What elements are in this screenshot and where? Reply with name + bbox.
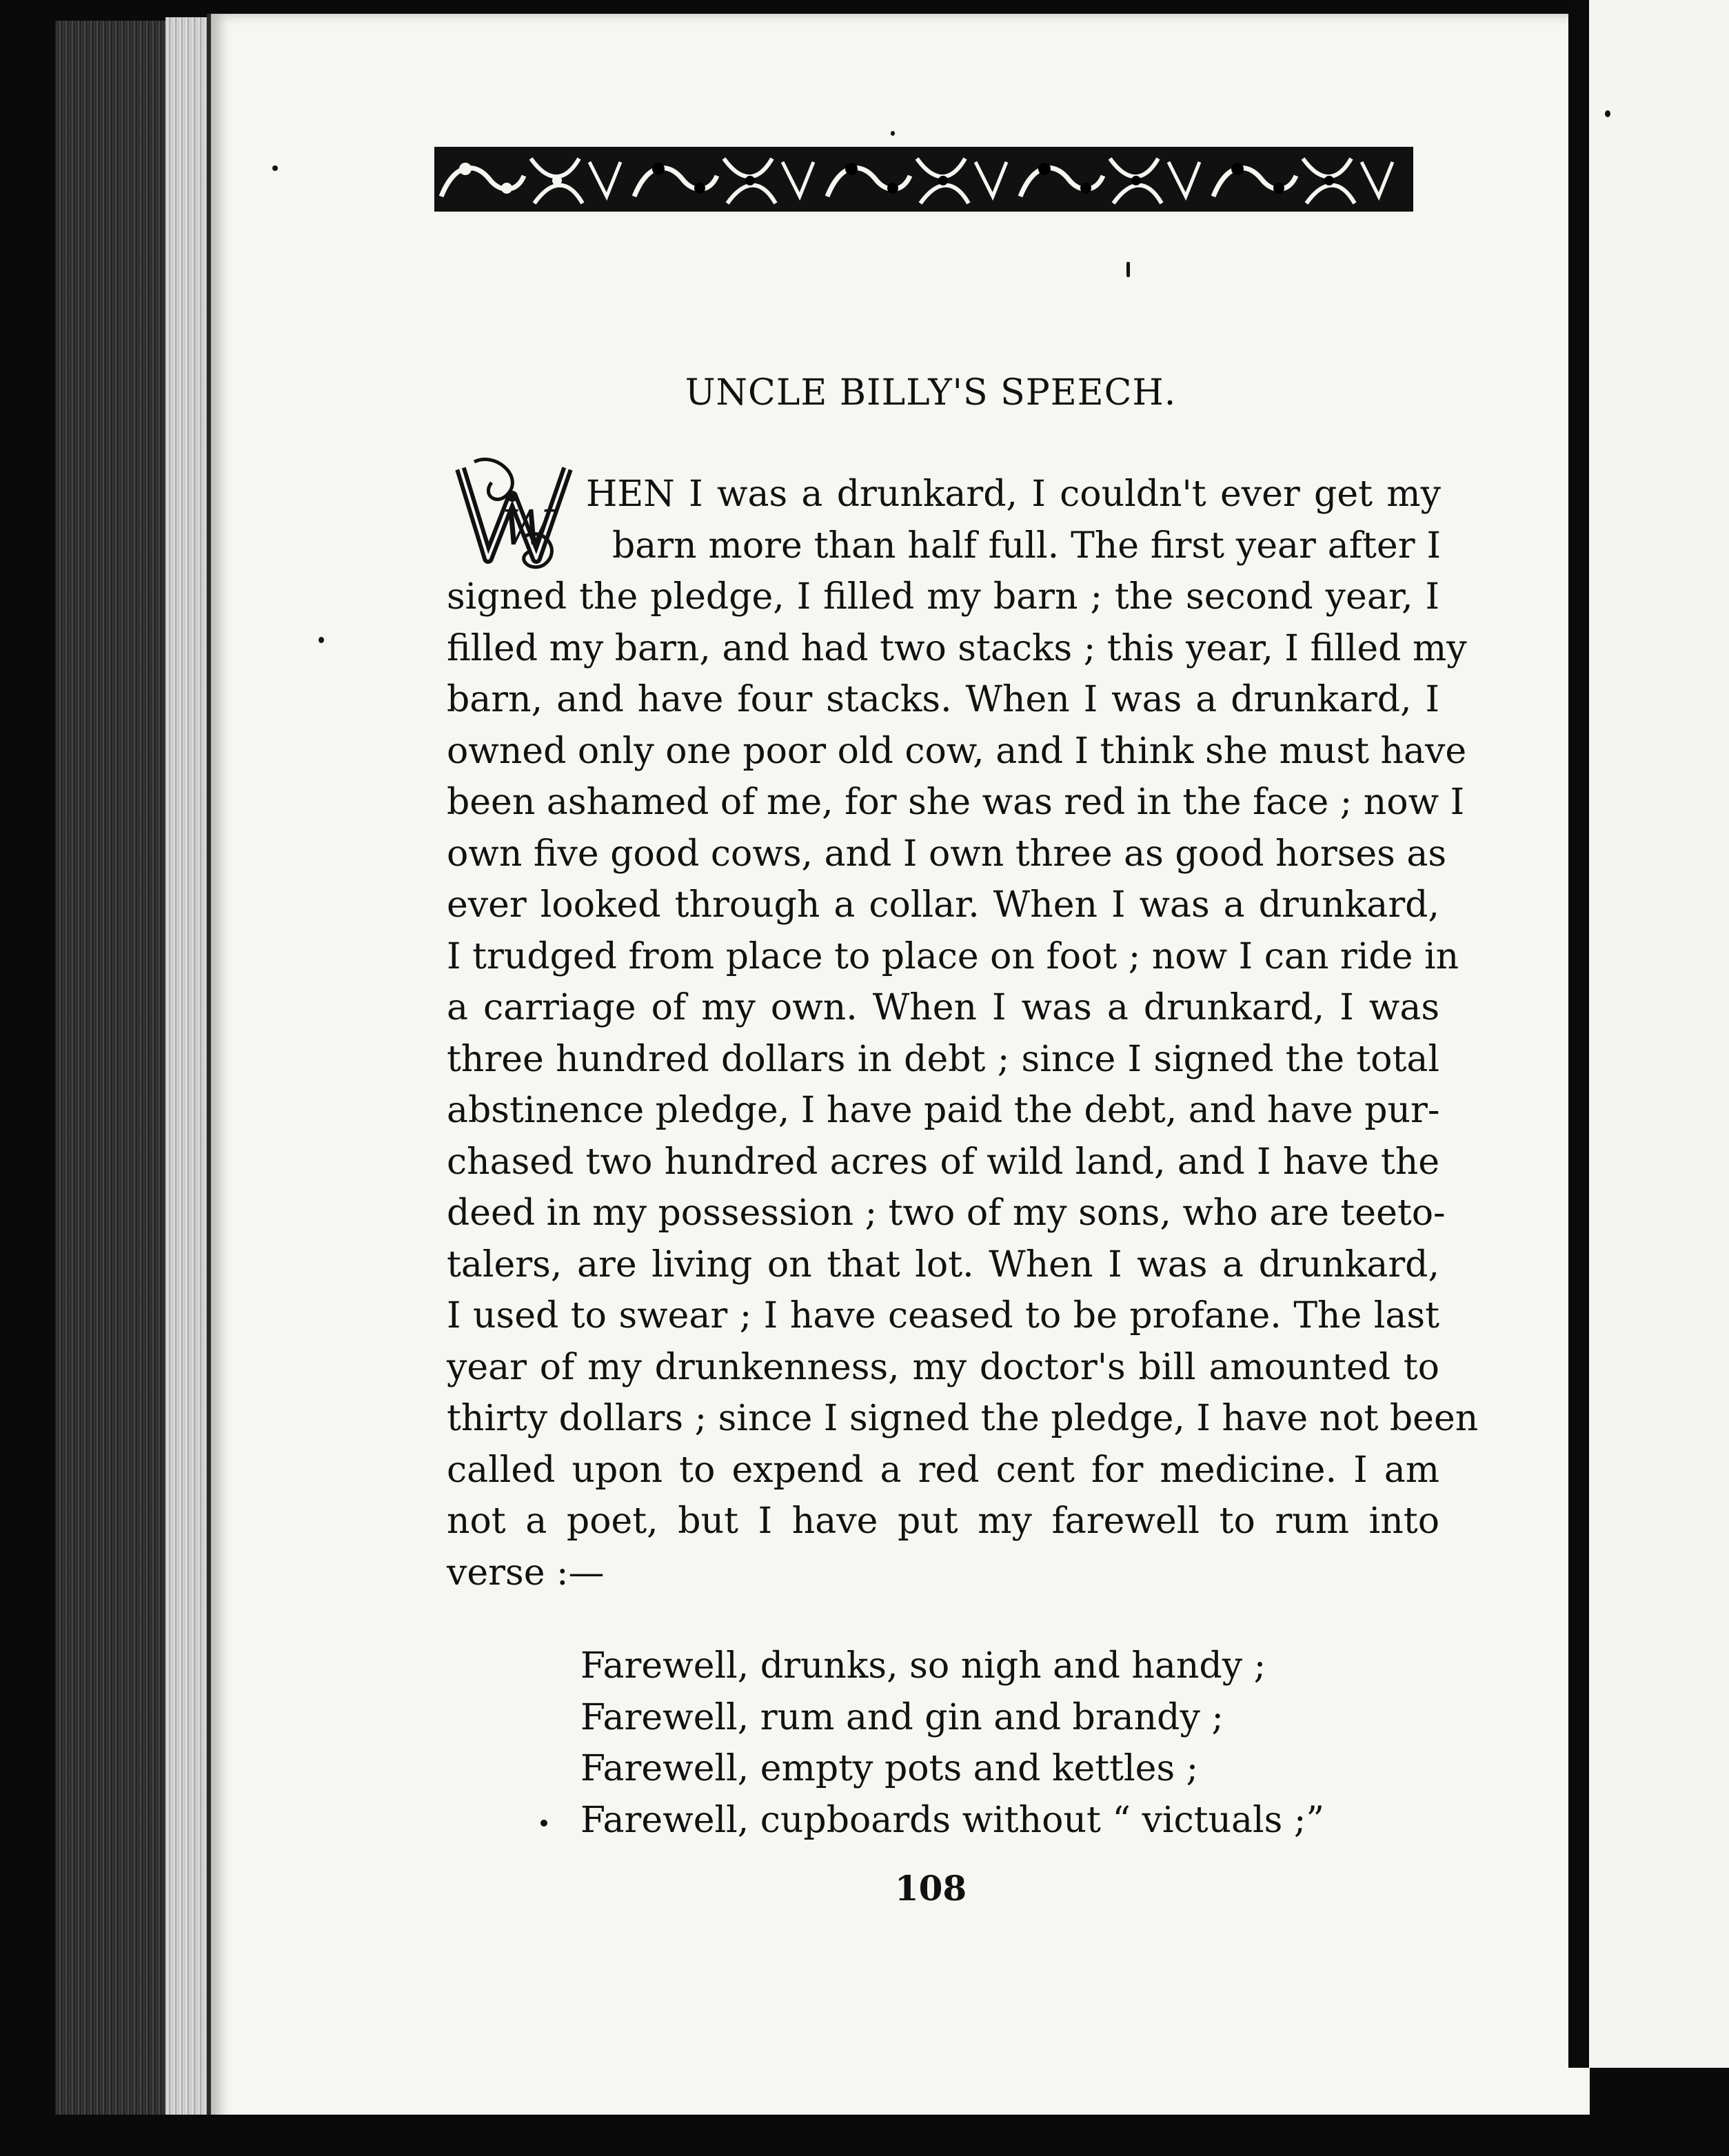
text-line: deed in my possession ; two of my sons, who are teeto- bbox=[447, 1192, 1446, 1234]
text-line: barn more than half full. The first year after I bbox=[612, 525, 1441, 567]
scan-speck bbox=[1126, 262, 1130, 277]
scan-bottom-border bbox=[0, 2115, 1729, 2156]
text-line: been ashamed of me, for she was red in the face ; now I bbox=[447, 782, 1465, 823]
text-line: year of my drunkenness, my doctor's bill amounted to bbox=[447, 1346, 1439, 1388]
text-line: verse :— bbox=[447, 1552, 605, 1594]
text-line: own five good cows, and I own three as good horses as bbox=[447, 833, 1447, 875]
text-line: I used to swear ; I have ceased to be profane. The last bbox=[447, 1295, 1439, 1336]
text-line: thirty dollars ; since I signed the pledge, I have not been bbox=[447, 1398, 1479, 1439]
text-line: I trudged from place to place on foot ; now I can ride in bbox=[447, 935, 1459, 977]
drop-cap-letter: W bbox=[502, 500, 552, 556]
adjacent-page bbox=[1589, 0, 1729, 2068]
text-line: called upon to expend a red cent for medicine. I am bbox=[447, 1449, 1439, 1491]
text-line: a carriage of my own. When I was a drunkard, I was bbox=[447, 987, 1439, 1028]
verse-line: Farewell, rum and gin and brandy ; bbox=[580, 1696, 1224, 1738]
verse-block bbox=[580, 1640, 1339, 1846]
chapter-title: UNCLE BILLY'S SPEECH. bbox=[685, 372, 1177, 414]
text-line: talers, are living on that lot. When I was a drunkard, bbox=[447, 1243, 1439, 1285]
text-line: filled my barn, and had two stacks ; this year, I filled my bbox=[447, 627, 1467, 669]
scan-speck bbox=[540, 1820, 547, 1827]
text-line: ever looked through a collar. When I was a drunkard, bbox=[447, 884, 1439, 926]
text-line: owned only one poor old cow, and I think she must have bbox=[447, 730, 1467, 772]
drop-cap-w-icon bbox=[447, 455, 585, 579]
text-line: signed the pledge, I filled my barn ; the second year, I bbox=[447, 576, 1439, 618]
text-line: HEN I was a drunkard, I couldn't ever get my bbox=[586, 474, 1441, 515]
body-paragraph bbox=[447, 571, 1479, 1598]
scan-speck bbox=[1605, 110, 1610, 117]
gutter-shadow bbox=[1568, 0, 1589, 2068]
scan-speck bbox=[272, 165, 278, 171]
verse-line: Farewell, empty pots and kettles ; bbox=[580, 1748, 1199, 1789]
page-number: 108 bbox=[894, 1868, 967, 1909]
first-paragraph-lines bbox=[586, 469, 1441, 571]
scan-speck bbox=[891, 131, 895, 136]
ornament-border-icon bbox=[434, 141, 1413, 217]
verse-line: Farewell, drunks, so nigh and handy ; bbox=[580, 1645, 1266, 1687]
text-line: abstinence pledge, I have paid the debt, and have pur- bbox=[447, 1090, 1440, 1131]
text-line: three hundred dollars in debt ; since I signed the total bbox=[447, 1038, 1439, 1080]
verse-line: Farewell, cupboards without “ victuals ;” bbox=[580, 1799, 1324, 1841]
text-line: not a poet, but I have put my farewell to rum into bbox=[447, 1501, 1439, 1542]
scan-speck bbox=[318, 637, 324, 643]
text-line: barn, and have four stacks. When I was a drunkard, I bbox=[447, 679, 1439, 720]
text-line: chased two hundred acres of wild land, and I have the bbox=[447, 1141, 1439, 1183]
